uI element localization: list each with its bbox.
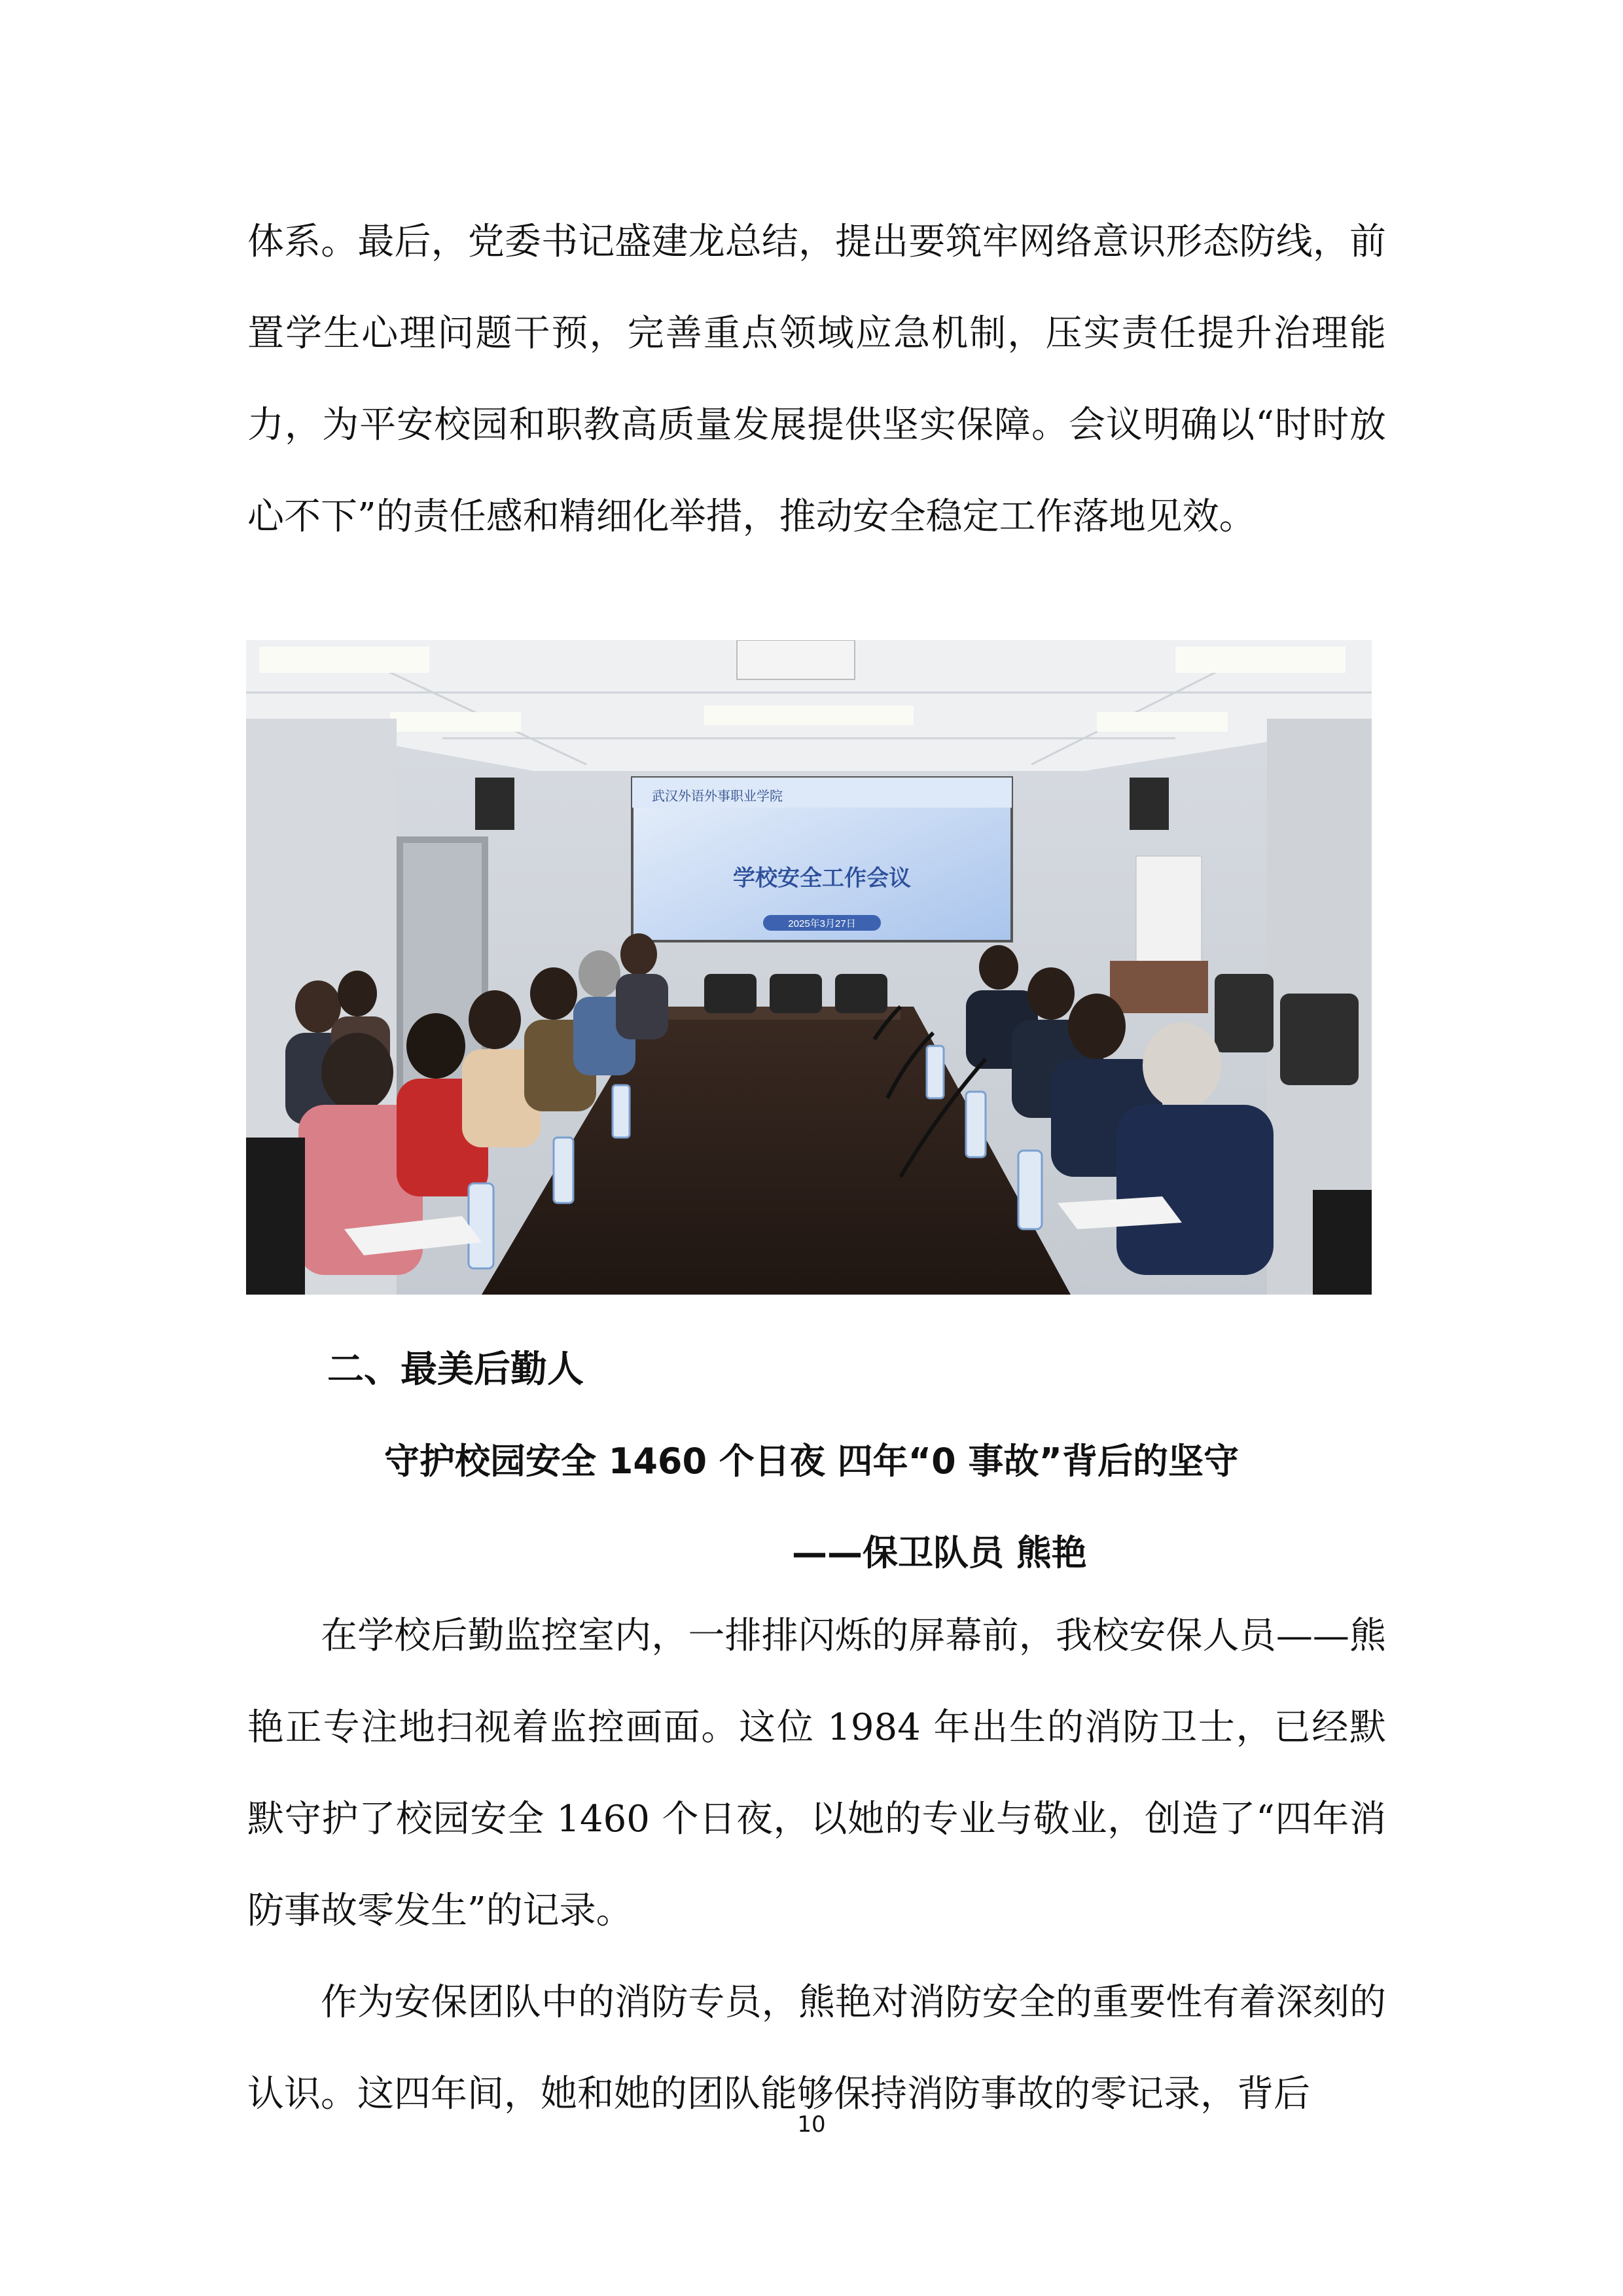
screen-date: 2025年3月27日 xyxy=(788,918,856,929)
screen-logo-text: 武汉外语外事职业学院 xyxy=(652,789,783,804)
page-number: 10 xyxy=(797,2111,826,2138)
article-byline: ——保卫队员 熊艳 xyxy=(792,1532,1087,1573)
paragraph-body-2: 作为安保团队中的消防专员，熊艳对消防安全的重要性有着深刻的认识。这四年间，她和她的团队能够保持消防事故的零记录，背后 xyxy=(247,1981,1386,2115)
section-heading: 二、最美后勤人 xyxy=(327,1348,584,1391)
screen-title: 学校安全工作会议 xyxy=(733,865,911,891)
article-title: 守护校园安全 1460 个日夜 四年“0 事故”背后的坚守 xyxy=(383,1441,1240,1482)
meeting-photo xyxy=(246,640,1372,1295)
paragraph-body-1: 在学校后勤监控室内，一排排闪烁的屏幕前，我校安保人员——熊艳正专注地扫视着监控画面。这位 1984 年出生的消防卫士，已经默默守护了校园安全 1460 个日夜，以她的专业与敬业，创造了“四年消防事故零发生”的记录。 xyxy=(247,1615,1386,1932)
paragraph-intro-continuation: 体系。最后，党委书记盛建龙总结，提出要筑牢网络意识形态防线，前置学生心理问题干预，完善重点领域应急机制，压实责任提升治理能力，为平安校园和职教高质量发展提供坚实保障。会议明确以“时时放心不下”的责任感和精细化举措，推动安全稳定工作落地见效。 xyxy=(247,221,1386,538)
